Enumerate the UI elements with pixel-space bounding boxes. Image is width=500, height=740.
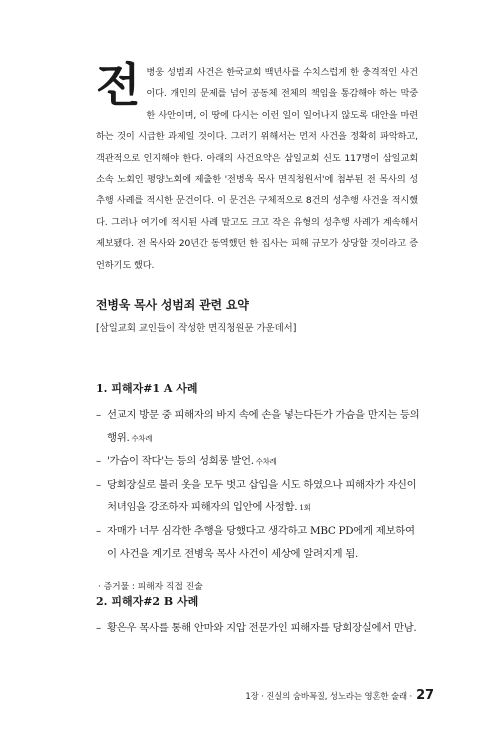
case-1-evidence: · 증거물 : 피해자 직접 진술: [98, 582, 203, 593]
case-1-item: [96, 520, 426, 565]
case-1-title: 1. 피해자#1 A 사례: [96, 382, 198, 395]
dash-mark: –: [96, 478, 101, 491]
case-1-item-text: 자매가 너무 심각한 추행을 당했다고 생각하고 MBC PD에게 제보하여 이 사건을 계기로 전병욱 목사 사건이 세상에 알려지게 됨.: [107, 524, 415, 560]
section-subtitle: [삼일교회 교인들이 작성한 면직청원문 가운데서]: [96, 323, 297, 334]
dash-mark: –: [96, 409, 101, 421]
case-1-item: [96, 404, 426, 450]
dash-mark: –: [96, 455, 101, 468]
case-1: [96, 380, 426, 592]
case-1-item-note: 수차례: [255, 457, 277, 467]
case-2-item: [96, 617, 426, 640]
case-2-item-text: 황은우 목사를 통해 안마와 지압 전문가인 피해자를 당회장실에서 만남.: [107, 622, 417, 634]
case-1-item-text: 당회장실로 불러 옷을 모두 벗고 삽입을 시도 하였으나 피해자가 자신이 처녀임을 강조하자 피해자의 입안에 사정함.: [107, 478, 417, 514]
intro-paragraph: [96, 58, 418, 276]
dash-mark: –: [96, 524, 101, 537]
case-1-item-note: 수차례: [131, 433, 153, 443]
page-number: 27: [416, 688, 434, 703]
case-1-item: [96, 450, 426, 474]
running-footer: 1장 · 진실의 숨바꼭질, 성노라는 영혼한 술래 ·: [245, 691, 413, 701]
case-1-item: [96, 474, 426, 520]
intro-text: 병웅 성범죄 사건은 한국교회 백년사를 수치스럽게 한 충격적인 사건이다. 개인의 문제를 넘어 공동체 전체의 책임을 통감해야 하는 막중한 사안이며, 이 땅에 다시는 이런 일이 일어나지 않도록 대안을 마련하는 것이 시급한 과제일 것이다. 그러기 위해서는 먼저 사건을 정확히 파악하고, 객관적으로 인지해야 한다. 아래의 사건요약은 삼일교회 신도 117명이 삼일교회 소속 노회인 평양노회에 제출한 '전병욱 목사 면직청원서'에 첨부된 전 목사의 성추행 사례를 적시한 문건이다. 이 문건은 구체적으로 8건의 성추행 사건을 적시했다. 그러나 여기에 적시된 사례 말고도 크고 작은 유형의 성추행 사례가 계속해서 제보됐다. 전 목사와 20년간 동역했던 한 집사는 피해 규모가 상당할 것이라고 증언하기도 했다.: [96, 67, 418, 271]
section-title: 전병욱 목사 성범죄 관련 요약: [96, 298, 249, 312]
case-2-title: 2. 피해자#2 B 사례: [96, 595, 199, 608]
page-footer: [245, 688, 434, 703]
case-1-item-text: '가슴이 작다'는 등의 성희롱 발언.: [107, 455, 254, 468]
case-1-item-note: 1회: [299, 503, 311, 513]
drop-cap: 전: [96, 58, 141, 112]
case-2: [96, 593, 426, 640]
case-1-item-text: 선교지 방문 중 피해자의 바지 속에 손을 넣는다든가 가슴을 만지는 등의 행위.: [107, 409, 420, 444]
dash-mark: –: [96, 622, 101, 634]
